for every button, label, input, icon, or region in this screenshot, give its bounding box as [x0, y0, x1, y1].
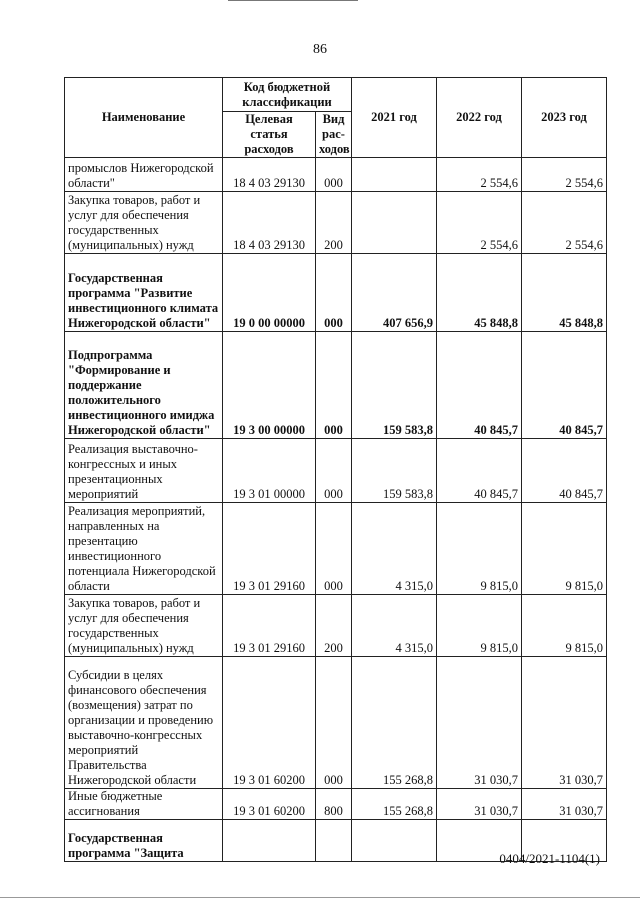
row-value-2022: 31 030,7 [437, 657, 522, 789]
row-expense-kind: 000 [316, 503, 352, 595]
row-target-article: 19 0 00 00000 [223, 254, 316, 332]
row-value-2022: 40 845,7 [437, 439, 522, 503]
row-value-2021: 159 583,8 [352, 332, 437, 439]
row-expense-kind: 000 [316, 657, 352, 789]
row-value-2021: 4 315,0 [352, 503, 437, 595]
bottom-edge-line [0, 897, 640, 898]
row-target-article [223, 820, 316, 862]
table-row [65, 439, 607, 503]
row-target-article: 18 4 03 29130 [223, 158, 316, 192]
row-target-article: 18 4 03 29130 [223, 192, 316, 254]
row-value-2023: 31 030,7 [522, 789, 607, 820]
row-name: Закупка товаров, работ и услуг для обеспечения государственных (муниципальных) нужд [65, 192, 223, 254]
row-name: Государственная программа "Развитие инвестиционного климата Нижегородской области" [65, 254, 223, 332]
row-name: Закупка товаров, работ и услуг для обеспечения государственных (муниципальных) нужд [65, 595, 223, 657]
scan-artifact-line [228, 0, 358, 4]
row-value-2022: 9 815,0 [437, 503, 522, 595]
table-row [65, 158, 607, 192]
table-row [65, 595, 607, 657]
row-value-2023: 2 554,6 [522, 158, 607, 192]
table-header [65, 78, 607, 158]
row-target-article: 19 3 01 60200 [223, 657, 316, 789]
row-value-2021 [352, 158, 437, 192]
table-row [65, 254, 607, 332]
row-value-2023: 40 845,7 [522, 332, 607, 439]
row-expense-kind: 800 [316, 789, 352, 820]
row-name: Подпрограмма "Формирование и поддержание положительного инвестиционного имиджа Нижегородской области" [65, 332, 223, 439]
table-row [65, 332, 607, 439]
row-target-article: 19 3 01 29160 [223, 503, 316, 595]
row-expense-kind: 000 [316, 254, 352, 332]
row-value-2023: 2 554,6 [522, 192, 607, 254]
budget-table [64, 77, 607, 862]
header-expense-kind: Вид рас-ходов [316, 112, 352, 158]
row-value-2021: 159 583,8 [352, 439, 437, 503]
row-name: Иные бюджетные ассигнования [65, 789, 223, 820]
header-2022: 2022 год [437, 78, 522, 158]
header-name: Наименование [65, 78, 223, 158]
row-value-2022: 2 554,6 [437, 158, 522, 192]
row-name: Субсидии в целях финансового обеспечения (возмещения) затрат по организации и проведению выставочно-конгрессных мероприятий Правительства Нижегородской области [65, 657, 223, 789]
row-expense-kind: 000 [316, 332, 352, 439]
row-value-2022: 31 030,7 [437, 789, 522, 820]
header-budget-code: Код бюджетной классификации [223, 78, 352, 112]
row-expense-kind [316, 820, 352, 862]
row-value-2022: 2 554,6 [437, 192, 522, 254]
row-expense-kind: 200 [316, 595, 352, 657]
table-row [65, 192, 607, 254]
row-name: Государственная программа "Защита [65, 820, 223, 862]
row-value-2021 [352, 820, 437, 862]
row-name: промыслов Нижегородской области" [65, 158, 223, 192]
row-value-2022: 9 815,0 [437, 595, 522, 657]
row-value-2023: 40 845,7 [522, 439, 607, 503]
row-value-2023: 9 815,0 [522, 595, 607, 657]
table-row [65, 657, 607, 789]
table-row [65, 503, 607, 595]
document-code: 0404/2021-1104(1) [499, 851, 600, 866]
row-value-2023: 31 030,7 [522, 657, 607, 789]
row-value-2022: 40 845,7 [437, 332, 522, 439]
row-target-article: 19 3 01 00000 [223, 439, 316, 503]
header-2021: 2021 год [352, 78, 437, 158]
row-value-2021: 155 268,8 [352, 789, 437, 820]
row-name: Реализация выставочно-конгрессных и иных презентационных мероприятий [65, 439, 223, 503]
row-name: Реализация мероприятий, направленных на презентацию инвестиционного потенциала Нижегородской области [65, 503, 223, 595]
row-target-article: 19 3 00 00000 [223, 332, 316, 439]
row-value-2021 [352, 192, 437, 254]
header-2023: 2023 год [522, 78, 607, 158]
row-expense-kind: 000 [316, 439, 352, 503]
row-value-2021: 4 315,0 [352, 595, 437, 657]
row-value-2021: 407 656,9 [352, 254, 437, 332]
row-target-article: 19 3 01 29160 [223, 595, 316, 657]
table-body [65, 158, 607, 862]
page-number: 86 [313, 42, 327, 57]
row-expense-kind: 200 [316, 192, 352, 254]
header-target-article: Целевая статья расходов [223, 112, 316, 158]
table-row [65, 789, 607, 820]
row-value-2023: 9 815,0 [522, 503, 607, 595]
row-value-2021: 155 268,8 [352, 657, 437, 789]
row-expense-kind: 000 [316, 158, 352, 192]
row-target-article: 19 3 01 60200 [223, 789, 316, 820]
row-value-2022: 45 848,8 [437, 254, 522, 332]
row-value-2023: 45 848,8 [522, 254, 607, 332]
